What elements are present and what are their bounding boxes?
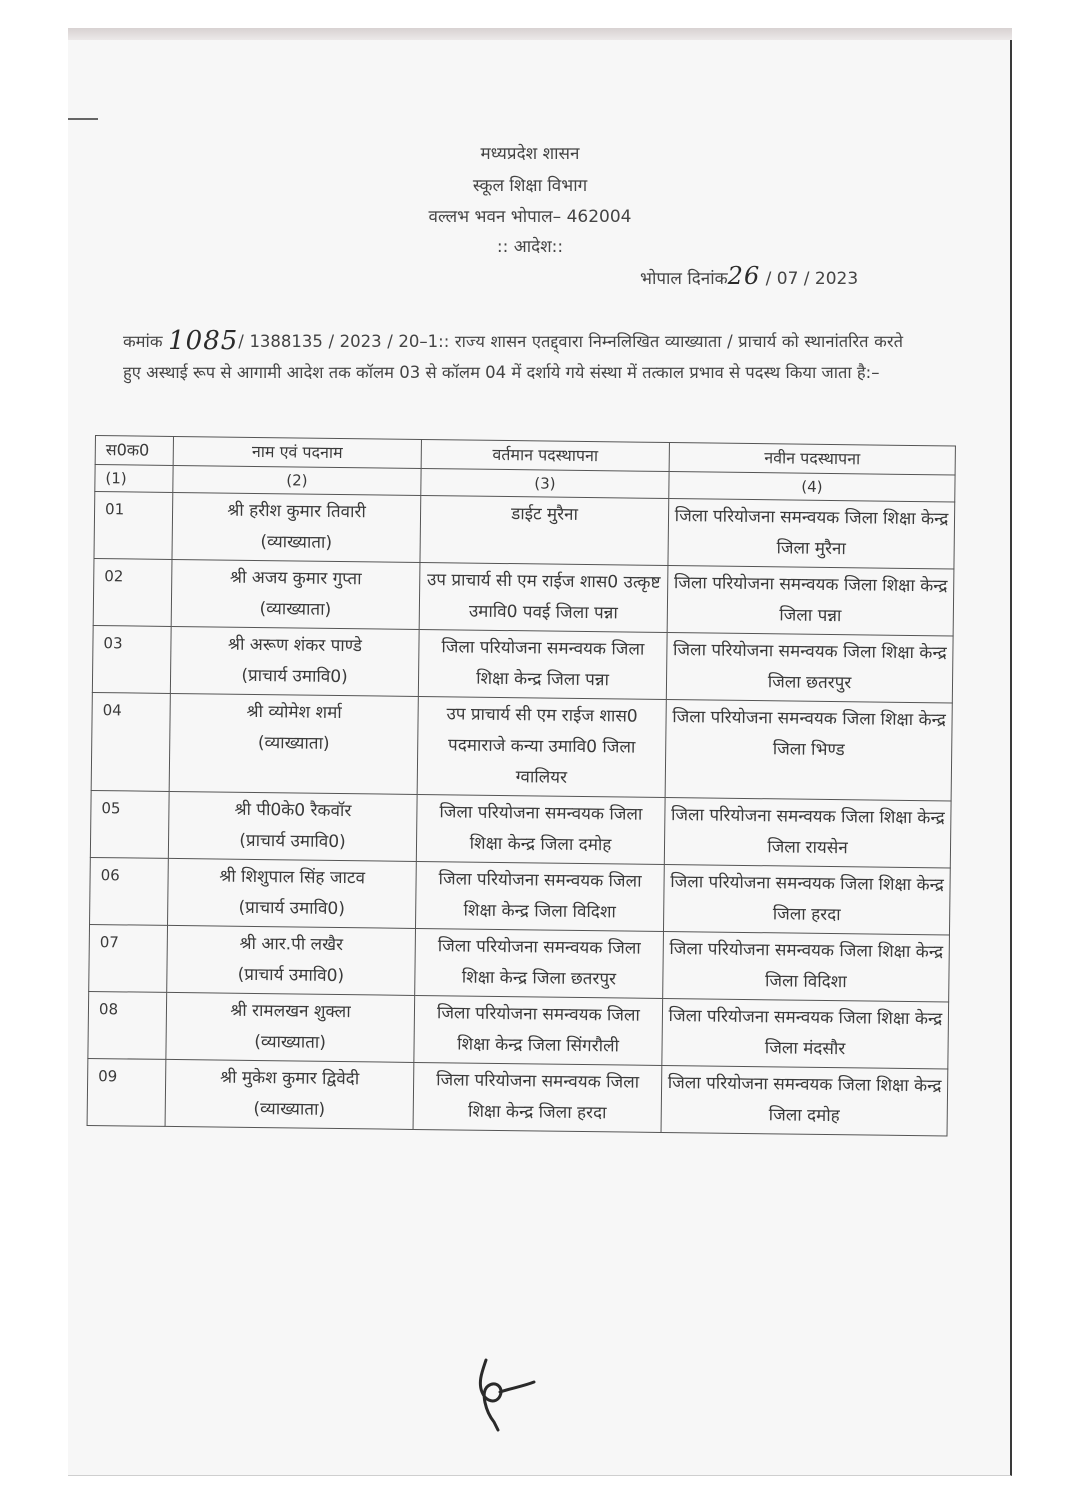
row-new-posting: जिला परियोजना समन्वयक जिला शिक्षा केन्द्र जिला मुरैना — [668, 499, 955, 569]
header-government: मध्यप्रदेश शासन — [480, 144, 580, 164]
transfer-table — [87, 435, 956, 1136]
table-row — [90, 857, 951, 935]
row-current-posting: जिला परियोजना समन्वयक जिला शिक्षा केन्द्र जिला सिंगरौली — [414, 995, 663, 1065]
order-body: / 1388135 / 2023 / 20–1:: राज्य शासन एतद्द्वारा निम्नलिखित व्याख्याता / प्राचार्य को स्थानांतरित करते हुए अस्थाई रूप से आगामी आदेश तक कॉलम 03 से कॉलम 04 में दर्शाये गये संस्था में तत्काल प्रभाव से पदस्थ किया जाता है:– — [123, 332, 904, 382]
row-new-posting: जिला परियोजना समन्वयक जिला शिक्षा केन्द्र जिला छतरपुर — [666, 633, 953, 703]
row-current-posting: डाईट मुरैना — [420, 495, 669, 565]
row-serial: 06 — [90, 857, 169, 925]
column-number: (3) — [421, 468, 669, 498]
row-serial: 09 — [87, 1058, 166, 1126]
person-designation: (व्याख्याता) — [254, 1031, 327, 1053]
person-designation: (प्राचार्य उमावि0) — [241, 665, 348, 688]
header-order-title: :: आदेश:: — [496, 237, 564, 257]
row-name — [170, 626, 419, 696]
row-serial: 08 — [88, 991, 167, 1059]
row-new-posting: जिला परियोजना समन्वयक जिला शिक्षा केन्द्र जिला दमोह — [661, 1065, 948, 1135]
column-number: (2) — [173, 465, 421, 495]
order-date — [640, 262, 858, 290]
table-row — [91, 692, 952, 800]
row-current-posting: जिला परियोजना समन्वयक जिला शिक्षा केन्द्र जिला छतरपुर — [415, 928, 664, 998]
row-name — [167, 925, 416, 995]
row-name — [165, 1059, 414, 1129]
table-row — [90, 790, 951, 868]
column-number: (4) — [669, 472, 955, 502]
transfer-table-wrapper — [87, 435, 965, 1137]
row-serial: 01 — [94, 492, 173, 560]
row-serial: 03 — [92, 625, 171, 693]
person-name: श्री व्योमेश शर्मा — [246, 701, 342, 724]
header-sn: स0क0 — [95, 436, 173, 466]
person-name: श्री शिशुपाल सिंह जाटव — [219, 866, 366, 889]
row-new-posting: जिला परियोजना समन्वयक जिला शिक्षा केन्द्र जिला विदिशा — [663, 931, 950, 1001]
person-name: श्री रामलखन शुक्ला — [230, 1000, 351, 1023]
table-row — [92, 625, 953, 703]
row-name — [172, 492, 421, 562]
row-new-posting: जिला परियोजना समन्वयक जिला शिक्षा केन्द्र जिला मंदसौर — [662, 998, 949, 1068]
header-department: स्कूल शिक्षा विभाग — [472, 176, 588, 196]
date-prefix: भोपाल दिनांक — [640, 269, 728, 289]
date-rest: / 07 / 2023 — [765, 269, 859, 289]
row-name — [169, 693, 418, 794]
person-designation: (व्याख्याता) — [260, 532, 333, 553]
row-serial: 07 — [89, 924, 168, 992]
row-current-posting: जिला परियोजना समन्वयक जिला शिक्षा केन्द्र जिला दमोह — [416, 794, 665, 864]
row-name — [166, 992, 415, 1062]
column-number: (1) — [95, 465, 173, 493]
row-serial: 02 — [93, 558, 172, 626]
order-paragraph — [123, 326, 903, 388]
row-new-posting: जिला परियोजना समन्वयक जिला शिक्षा केन्द्र जिला पन्ना — [667, 566, 954, 636]
row-new-posting: जिला परियोजना समन्वयक जिला शिक्षा केन्द्र जिला रायसेन — [664, 797, 951, 867]
table-row — [89, 924, 950, 1002]
person-name: श्री अजय कुमार गुप्ता — [229, 567, 362, 590]
row-new-posting: जिला परियोजना समन्वयक जिला शिक्षा केन्द्र जिला भिण्ड — [665, 699, 952, 800]
person-name: श्री अरूण शंकर पाण्डे — [227, 634, 363, 657]
table-row — [93, 558, 954, 636]
row-current-posting: जिला परियोजना समन्वयक जिला शिक्षा केन्द्र जिला पन्ना — [418, 629, 667, 699]
row-name — [168, 791, 417, 861]
person-name: श्री मुकेश कुमार द्विवेदी — [219, 1067, 360, 1090]
row-current-posting: उप प्राचार्य सी एम राईज शास0 पदमाराजे कन्या उमावि0 जिला ग्वालियर — [417, 696, 666, 797]
person-name: श्री हरीश कुमार तिवारी — [227, 500, 366, 523]
row-name — [168, 858, 417, 928]
punch-mark — [68, 118, 98, 120]
header-name: नाम एवं पदनाम — [173, 436, 421, 468]
header-new-posting: नवीन पदस्थापना — [669, 443, 955, 475]
row-name — [171, 559, 420, 629]
row-current-posting: जिला परियोजना समन्वयक जिला शिक्षा केन्द्र जिला विदिशा — [415, 861, 664, 931]
table-row — [94, 492, 955, 570]
person-designation: (व्याख्याता) — [253, 1098, 326, 1120]
person-designation: (प्राचार्य उमावि0) — [237, 964, 345, 987]
person-name: श्री पी0के0 रैकवॉर — [234, 799, 352, 822]
person-name: श्री आर.पी लखैर — [239, 933, 344, 956]
person-designation: (व्याख्याता) — [257, 733, 330, 754]
order-prefix: कमांक — [123, 332, 163, 351]
row-serial: 05 — [90, 790, 169, 858]
row-serial: 04 — [91, 692, 170, 791]
table-row — [88, 991, 949, 1069]
person-designation: (प्राचार्य उमावि0) — [238, 897, 346, 920]
date-day-handwritten: 26 — [727, 262, 761, 290]
table-row — [87, 1058, 948, 1136]
row-current-posting: जिला परियोजना समन्वयक जिला शिक्षा केन्द्र जिला हरदा — [413, 1062, 662, 1132]
person-designation: (व्याख्याता) — [259, 599, 332, 620]
header-address: वल्लभ भवन भोपाल– 462004 — [428, 207, 632, 227]
signature — [456, 1352, 546, 1432]
person-designation: (प्राचार्य उमावि0) — [239, 830, 346, 853]
row-current-posting: उप प्राचार्य सी एम राईज शास0 उत्कृष्ट उमावि0 पवई जिला पन्ना — [419, 562, 668, 632]
order-number-handwritten: 1085 — [168, 326, 239, 356]
header-current-posting: वर्तमान पदस्थापना — [421, 439, 669, 471]
row-new-posting: जिला परियोजना समन्वयक जिला शिक्षा केन्द्र जिला हरदा — [663, 864, 950, 934]
